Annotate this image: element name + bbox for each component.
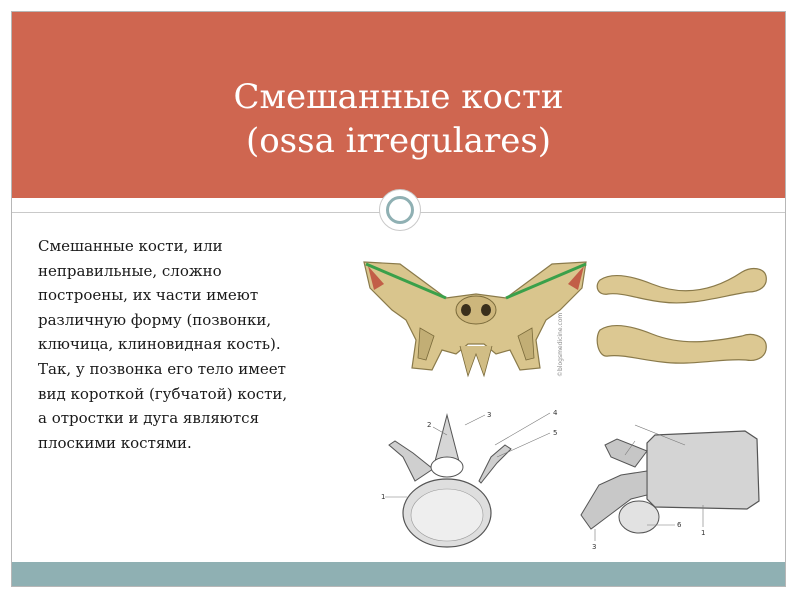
ring-icon — [379, 189, 421, 231]
image-credit: ©blogsmedicine.com — [557, 312, 564, 377]
label-1: 1 — [381, 493, 386, 501]
label-3: 3 — [487, 411, 492, 419]
label-3-side: 3 — [592, 543, 597, 551]
title-line-2: (ossa irregulares) — [245, 121, 552, 161]
vertebra-image — [381, 405, 780, 555]
label-1-side: 1 — [701, 529, 706, 537]
slide-title — [12, 75, 785, 163]
label-2: 2 — [427, 421, 432, 429]
body-text: Смешанные кости, или неправильные, сложно построены, их части имеют различную форму (позвонки, ключица, клиновидная кость). Так, у позвонка его тело имеет вид короткой (губчатой) кости, а отростки и дуга являются плоскими костями. — [38, 237, 288, 452]
bottom-band — [12, 562, 785, 586]
clavicle-image — [557, 262, 772, 382]
label-5: 5 — [553, 429, 558, 437]
label-6: 6 — [677, 521, 682, 529]
label-4: 4 — [553, 409, 558, 417]
title-line-1: Смешанные кости — [233, 77, 564, 117]
